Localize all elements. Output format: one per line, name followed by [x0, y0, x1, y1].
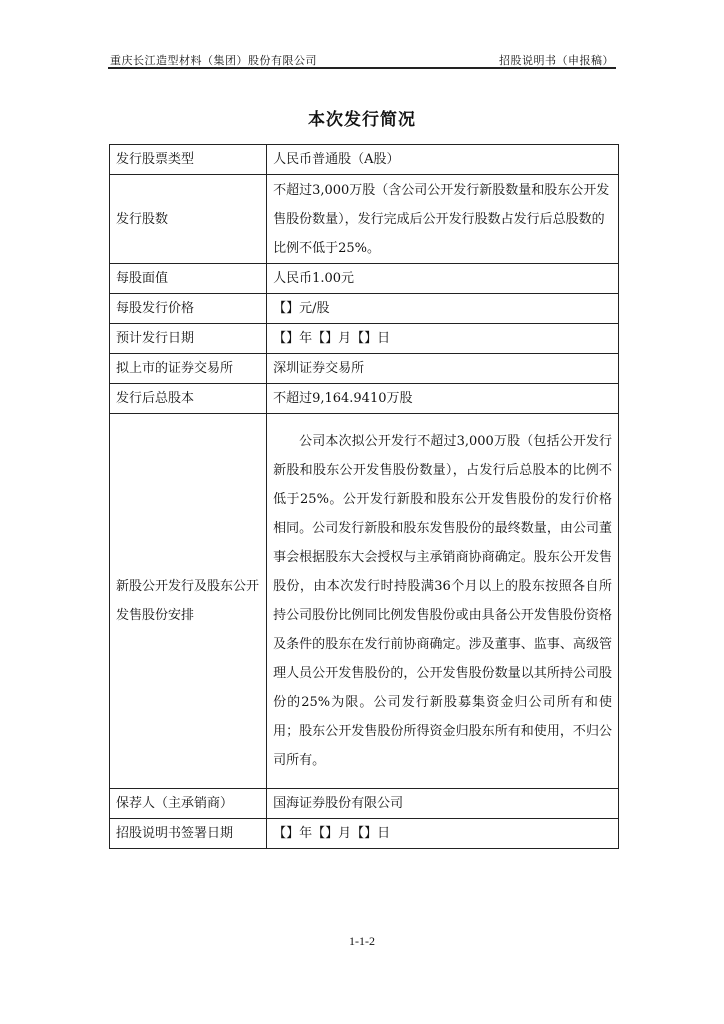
row-value: 【】年【】月【】日 [267, 324, 619, 354]
table-row [110, 264, 619, 294]
row-label: 发行股数 [110, 175, 267, 264]
table-row [110, 819, 619, 849]
table-row [110, 354, 619, 384]
row-label: 每股面值 [110, 264, 267, 294]
table-row [110, 175, 619, 264]
row-label: 每股发行价格 [110, 294, 267, 324]
row-label: 发行股票类型 [110, 145, 267, 175]
row-value: 公司本次拟公开发行不超过3,000万股（包括公开发行新股和股东公开发售股份数量），占发行后总股本的比例不低于25%。公开发行新股和股东公开发售股份的发行价格相同。公司发行新股和股东发售股份的最终数量，由公司董事会根据股东大会授权与主承销商协商确定。股东公开发售股份，由本次发行时持股满36个月以上的股东按照各自所持公司股份比例同比例发售股份或由具备公开发售股份资格及条件的股东在发行前协商确定。涉及董事、监事、高级管理人员公开发售股份的，公开发售股份数量以其所持公司股份的25%为限。公司发行新股募集资金归公司所有和使用；股东公开发售股份所得资金归股东所有和使用，不归公司所有。 [267, 414, 619, 789]
row-value: 国海证券股份有限公司 [267, 789, 619, 819]
table-row [110, 145, 619, 175]
header-rule [108, 67, 616, 69]
row-label: 保荐人（主承销商） [110, 789, 267, 819]
row-value: 不超过9,164.9410万股 [267, 384, 619, 414]
row-value: 人民币普通股（A股） [267, 145, 619, 175]
page-header [110, 50, 614, 68]
table-row [110, 414, 619, 789]
table-row [110, 324, 619, 354]
row-label: 发行后总股本 [110, 384, 267, 414]
offering-summary-table [109, 144, 619, 849]
row-value: 不超过3,000万股（含公司公开发行新股数量和股东公开发售股份数量），发行完成后公开发行股数占发行后总股数的比例不低于25%。 [267, 175, 619, 264]
row-label: 新股公开发行及股东公开发售股份安排 [110, 414, 267, 789]
table-row [110, 294, 619, 324]
row-value: 【】年【】月【】日 [267, 819, 619, 849]
table-row [110, 789, 619, 819]
row-label: 拟上市的证券交易所 [110, 354, 267, 384]
row-label: 招股说明书签署日期 [110, 819, 267, 849]
row-label: 预计发行日期 [110, 324, 267, 354]
row-value: 【】元/股 [267, 294, 619, 324]
row-value: 深圳证券交易所 [267, 354, 619, 384]
table-row [110, 384, 619, 414]
page-number: 1-1-2 [349, 934, 375, 948]
page-title: 本次发行简况 [308, 110, 416, 130]
header-company-name: 重庆长江造型材料（集团）股份有限公司 [110, 54, 317, 67]
row-value: 人民币1.00元 [267, 264, 619, 294]
header-document-type: 招股说明书（申报稿） [499, 54, 614, 67]
